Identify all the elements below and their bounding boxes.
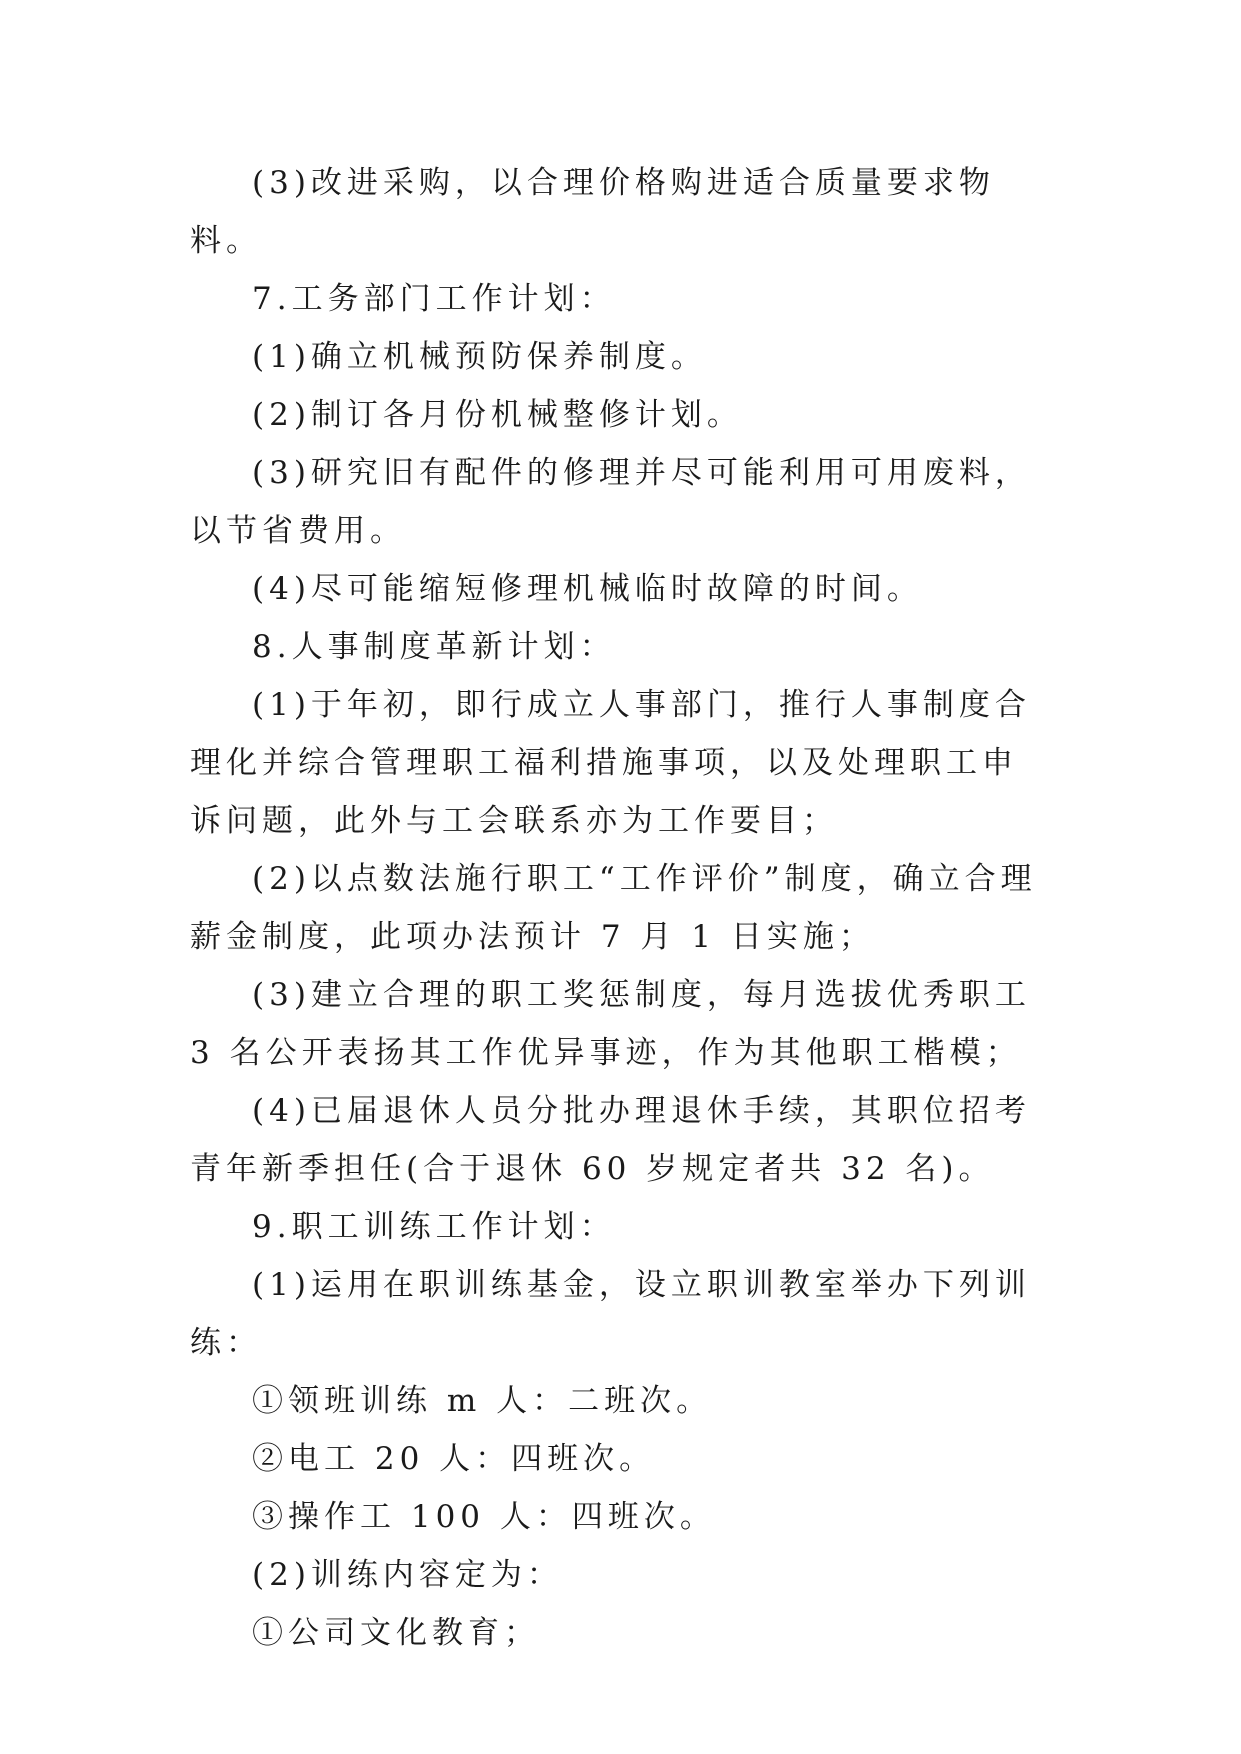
paragraph-training-2: (2)训练内容定为：	[252, 1557, 563, 1593]
section-heading-engineering-plan: 7.工务部门工作计划：	[252, 281, 616, 317]
paragraph-hr-1: (1)于年初，即行成立人事部门，推行人事制度合理化并综合管理职工福利措施事项，以及处理职工申诉问题，此外与工会联系亦为工作要目；	[190, 687, 1031, 839]
paragraph-engineering-1: (1)确立机械预防保养制度。	[252, 339, 707, 375]
paragraph-engineering-4: (4)尽可能缩短修理机械临时故障的时间。	[252, 571, 923, 607]
paragraph-hr-3: (3)建立合理的职工奖惩制度，每月选拔优秀职工 3 名公开表扬其工作优异事迹，作为其他职工楷模；	[190, 977, 1031, 1071]
list-item-training-foremen: ①领班训练 m 人：二班次。	[252, 1383, 713, 1419]
section-heading-training-plan: 9.职工训练工作计划：	[252, 1209, 616, 1245]
list-item-training-culture: ①公司文化教育；	[252, 1615, 540, 1651]
paragraph-training-1: (1)运用在职训练基金，设立职训教室举办下列训练：	[190, 1267, 1031, 1361]
paragraph-hr-2: (2)以点数法施行职工“工作评价”制度，确立合理薪金制度，此项办法预计 7 月 1 日实施；	[190, 861, 1037, 955]
paragraph-procurement-3: (3)改进采购，以合理价格购进适合质量要求物料。	[190, 165, 995, 259]
paragraph-hr-4: (4)已届退休人员分批办理退休手续，其职位招考青年新季担任(合于退休 60 岁规定者共 32 名)。	[190, 1093, 1031, 1187]
document-body	[190, 154, 1050, 1662]
paragraph-engineering-2: (2)制订各月份机械整修计划。	[252, 397, 743, 433]
list-item-training-electricians: ②电工 20 人：四班次。	[252, 1441, 656, 1477]
list-item-training-operators: ③操作工 100 人：四班次。	[252, 1499, 716, 1535]
section-heading-hr-reform-plan: 8.人事制度革新计划：	[252, 629, 616, 665]
paragraph-engineering-3: (3)研究旧有配件的修理并尽可能利用可用废料，以节省费用。	[190, 455, 1031, 549]
